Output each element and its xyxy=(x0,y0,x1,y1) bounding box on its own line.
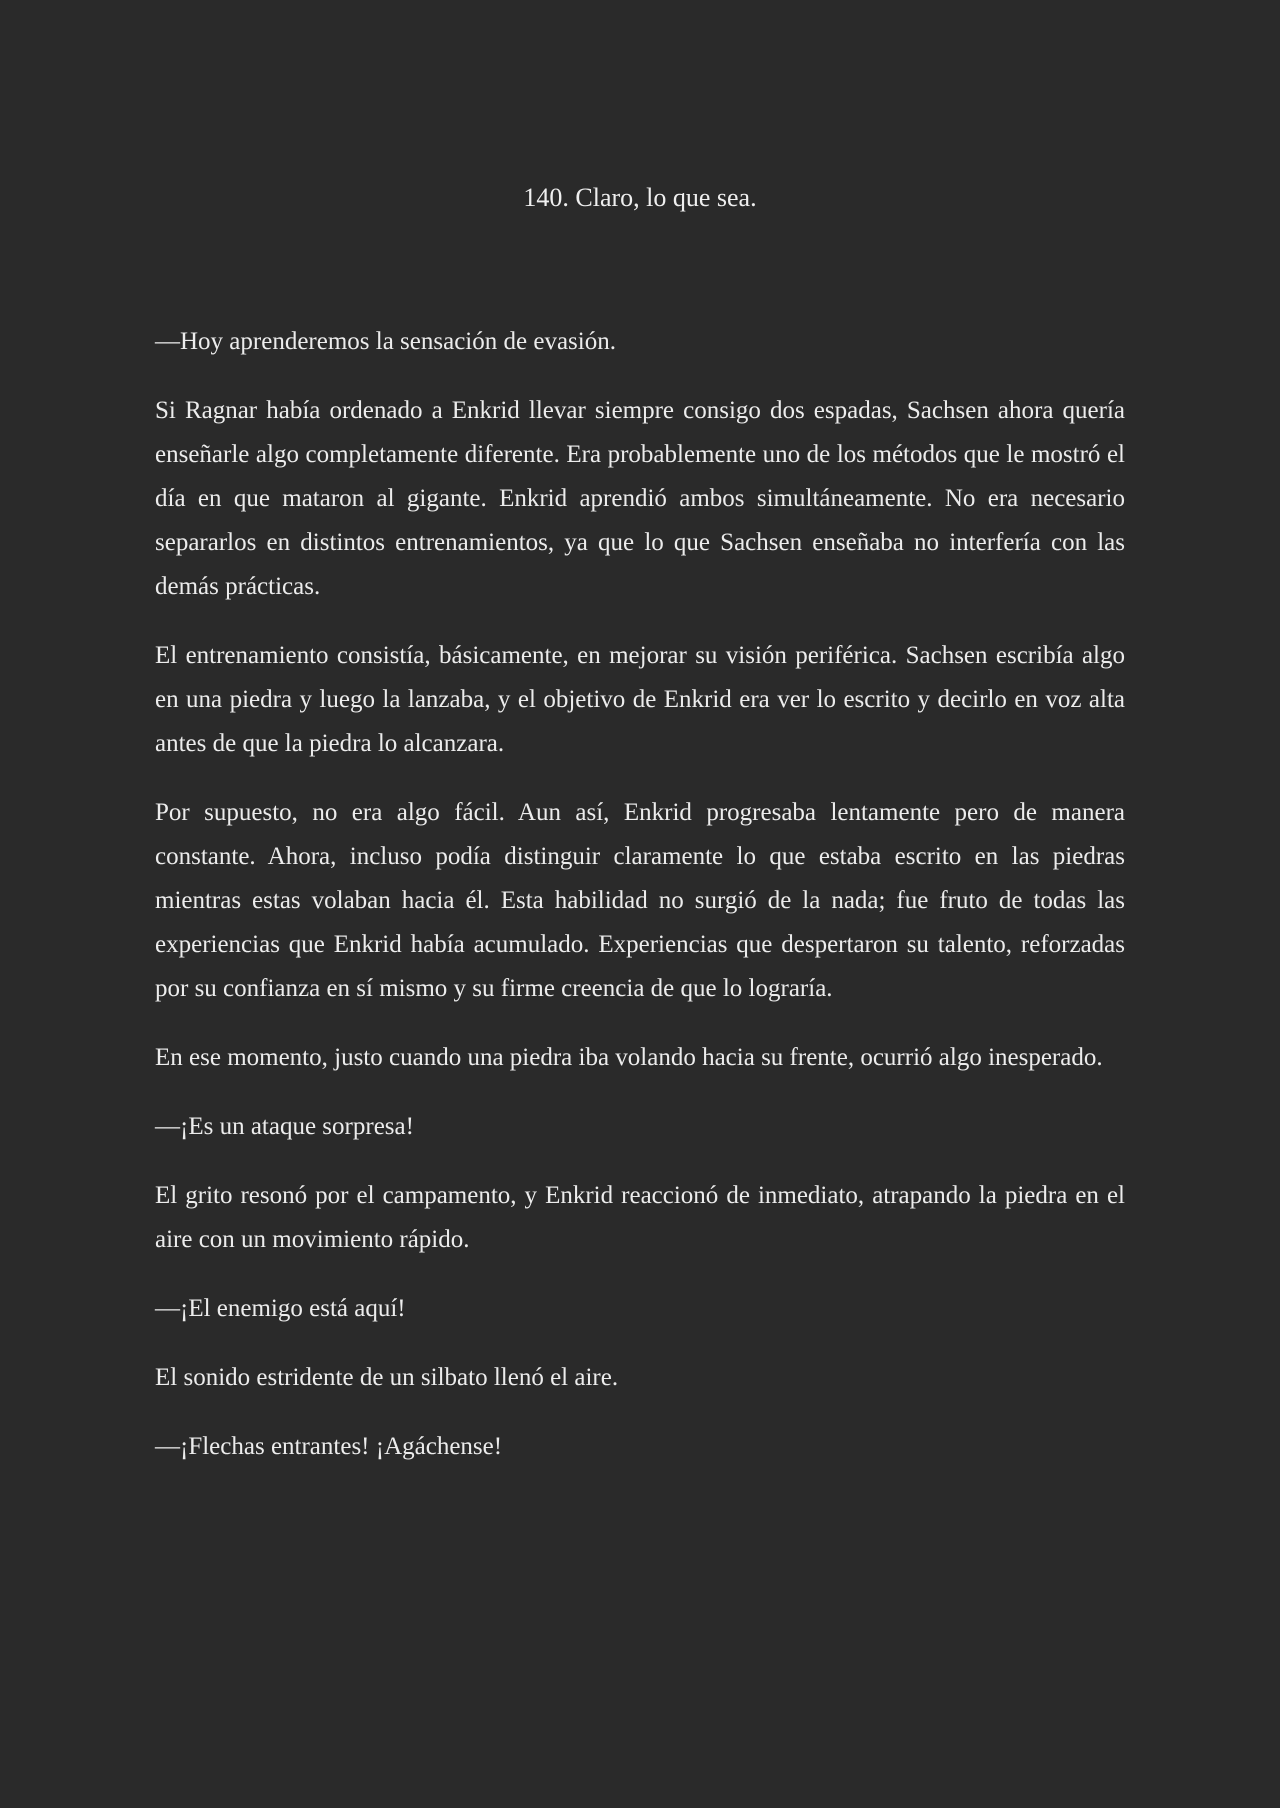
chapter-title: 140. Claro, lo que sea. xyxy=(523,183,757,212)
chapter-body xyxy=(155,320,1125,1494)
paragraph: —Hoy aprenderemos la sensación de evasión. xyxy=(155,328,616,355)
paragraph: —¡Es un ataque sorpresa! xyxy=(155,1113,414,1140)
paragraph: El sonido estridente de un silbato llenó el aire. xyxy=(155,1364,619,1391)
paragraph: —¡Flechas entrantes! ¡Agáchense! xyxy=(155,1433,503,1460)
paragraph: —¡El enemigo está aquí! xyxy=(155,1295,406,1322)
paragraph: El grito resonó por el campamento, y Enkrid reaccionó de inmediato, atrapando la piedra en el aire con un movimiento rápido. xyxy=(155,1182,1125,1253)
paragraph: El entrenamiento consistía, básicamente, en mejorar su visión periférica. Sachsen escribía algo en una piedra y luego la lanzaba, y el objetivo de Enkrid era ver lo escrito y decirlo en voz alta antes de que la piedra lo alcanzara. xyxy=(155,642,1125,757)
paragraph: En ese momento, justo cuando una piedra iba volando hacia su frente, ocurrió algo inesperado. xyxy=(155,1044,1103,1071)
paragraph: Si Ragnar había ordenado a Enkrid llevar siempre consigo dos espadas, Sachsen ahora quería enseñarle algo completamente diferente. Era probablemente uno de los métodos que le mostró el día en que mataron al gigante. Enkrid aprendió ambos simultáneamente. No era necesario separarlos en distintos entrenamientos, ya que lo que Sachsen enseñaba no interfería con las demás prácticas. xyxy=(155,397,1125,600)
paragraph: Por supuesto, no era algo fácil. Aun así, Enkrid progresaba lentamente pero de manera constante. Ahora, incluso podía distinguir claramente lo que estaba escrito en las piedras mientras estas volaban hacia él. Esta habilidad no surgió de la nada; fue fruto de todas las experiencias que Enkrid había acumulado. Experiencias que despertaron su talento, reforzadas por su confianza en sí mismo y su firme creencia de que lo lograría. xyxy=(155,799,1125,1002)
